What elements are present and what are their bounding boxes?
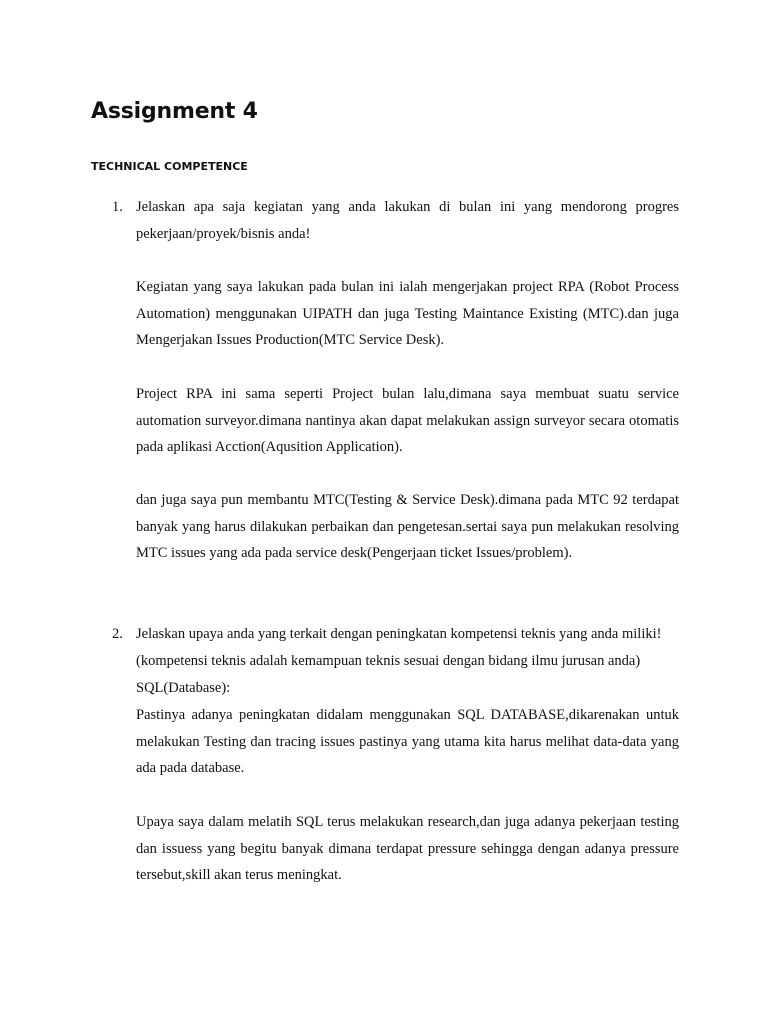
question-text: Jelaskan upaya anda yang terkait dengan peningkatan kompetensi teknis yang anda miliki! (136, 626, 662, 642)
question-note: (kompetensi teknis adalah kemampuan teknis sesuai dengan bidang ilmu jurusan anda) (136, 653, 641, 669)
answer-paragraph: Project RPA ini sama seperti Project bulan lalu,dimana saya membuat suatu service automation surveyor.dimana nantinya akan dapat melakukan assign surveyor secara otomatis pada aplikasi Acction(Aqusition Application). (136, 386, 679, 456)
question-number: 2. (112, 626, 123, 642)
page-title: Assignment 4 (91, 99, 258, 124)
answer-paragraph: dan juga saya pun membantu MTC(Testing & Service Desk).dimana pada MTC 92 terdapat banyak yang harus dilakukan perbaikan dan pengetesan.sertai saya pun melakukan resolving MTC issues yang ada pada service desk(Pengerjaan ticket Issues/problem). (136, 492, 679, 562)
question-number: 1. (112, 199, 123, 215)
answer-paragraph: Kegiatan yang saya lakukan pada bulan ini ialah mengerjakan project RPA (Robot Process Automation) menggunakan UIPATH dan juga Testing Maintance Existing (MTC).dan juga Mengerjakan Issues Production(MTC Service Desk). (136, 279, 679, 349)
answer-paragraph: Upaya saya dalam melatih SQL terus melakukan research,dan juga adanya pekerjaan testing dan issuess yang begitu banyak dimana terdapat pressure sehingga dengan adanya pressure tersebut,skill akan terus meningkat. (136, 814, 679, 884)
answer-paragraph: Pastinya adanya peningkatan didalam menggunakan SQL DATABASE,dikarenakan untuk melakukan Testing dan tracing issues pastinya yang utama kita harus melihat data-data yang ada pada database. (136, 707, 679, 777)
question-text: Jelaskan apa saja kegiatan yang anda lakukan di bulan ini yang mendorong progres pekerjaan/proyek/bisnis anda! (136, 199, 679, 242)
section-heading: TECHNICAL COMPETENCE (91, 160, 248, 173)
topic-label: SQL(Database): (136, 680, 231, 696)
